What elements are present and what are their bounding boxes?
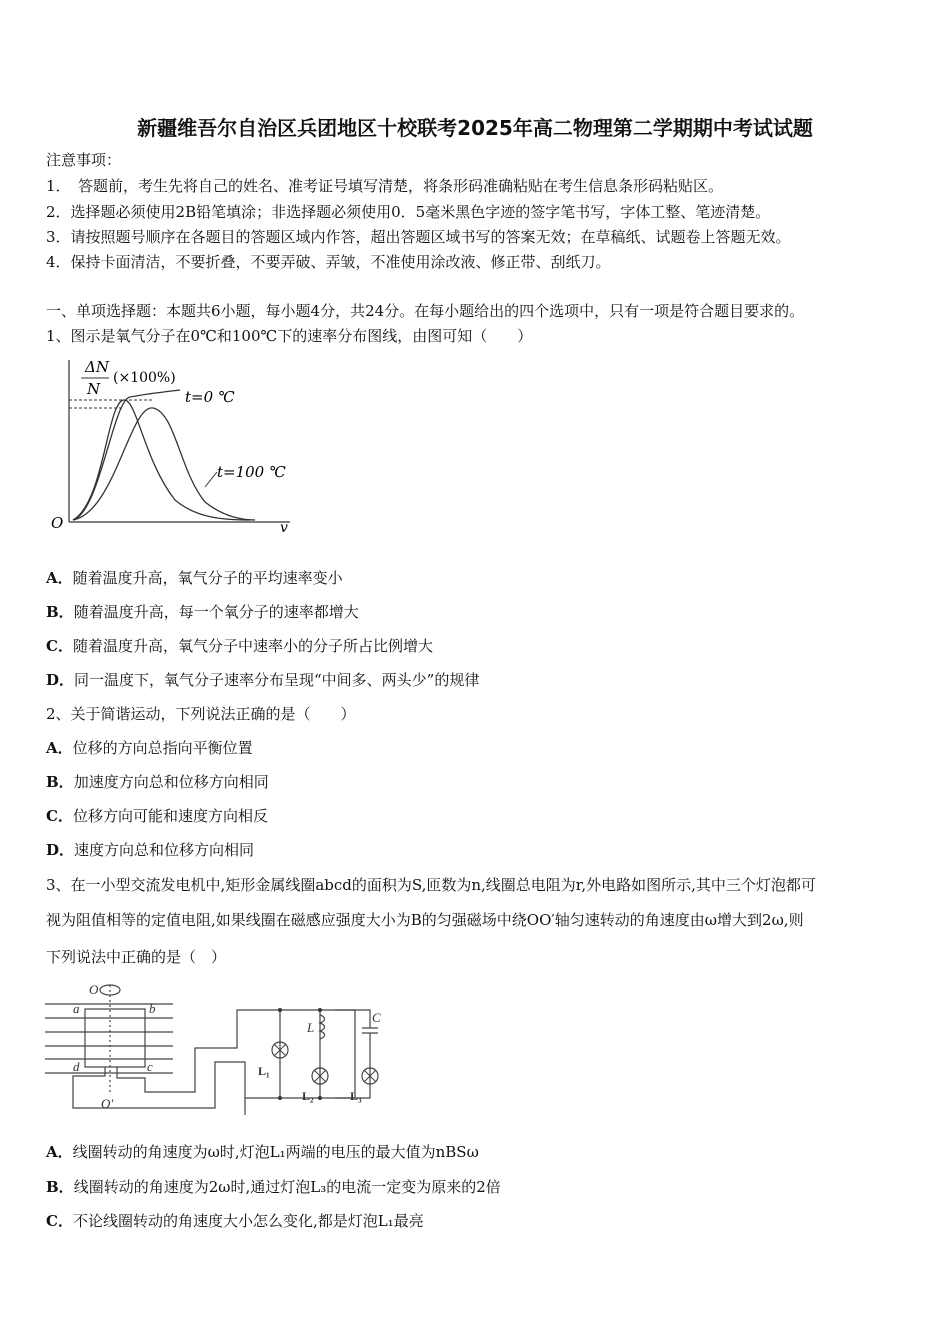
corner-d: d [73,1059,80,1074]
option-key: D． [46,841,75,859]
note-item: 4．保持卡面清洁，不要折叠，不要弄破、弄皱，不准使用涂改液、修正带、刮纸刀。 [46,253,611,271]
corner-b: b [149,1001,156,1016]
lamp-l2-label: L₂ [302,1089,314,1103]
speed-distribution-graph [45,352,300,537]
lamp-l1-label: L₁ [258,1064,270,1078]
option-key: B． [46,1178,74,1196]
option-text: 随着温度升高，氧气分子中速率小的分子所占比例增大 [72,637,433,655]
option-key: B． [46,773,74,791]
notes-heading: 注意事项： [46,151,122,169]
axis-label-o: O [89,982,99,997]
q2-option-d [46,840,254,860]
option-text: 位移的方向总指向平衡位置 [72,739,253,757]
q2-option-c [46,806,268,826]
q1-option-d [46,670,479,690]
page-title: 新疆维吾尔自治区兵团地区十校联考2025年高二物理第二学期期中考试试题 [137,116,813,140]
note-item: 2．选择题必须使用2B铅笔填涂；非选择题必须使用0．5毫米黑色字迹的签字笔书写，字体工整、笔迹清楚。 [46,203,771,221]
question-2-stem: 2、关于简谐运动，下列说法正确的是（ ） [46,705,356,723]
section-heading: 一、单项选择题：本题共6小题，每小题4分，共24分。在每小题给出的四个选项中，只有一项是符合题目要求的。 [46,302,805,320]
option-text: 随着温度升高，每一个氧分子的速率都增大 [73,603,359,621]
q1-option-c [46,636,433,656]
option-key: A． [46,569,73,587]
note-item: 1． 答题前，考生先将自己的姓名、准考证号填写清楚，将条形码准确粘贴在考生信息条形码粘贴区。 [46,177,724,195]
option-key: D． [46,671,75,689]
corner-a: a [73,1001,80,1016]
option-text: 加速度方向总和位移方向相同 [73,773,269,791]
question-3-line-1: 3、在一小型交流发电机中,矩形金属线圈abcd的面积为S,匝数为n,线圈总电阻为r,外电路如图所示,其中三个灯泡都可 [46,876,816,894]
q2-option-a [46,738,253,758]
capacitor-label: C [372,1010,381,1025]
curve-label-100c: t=100 ℃ [217,463,286,481]
option-key: B． [46,603,74,621]
question-3-line-3: 下列说法中正确的是（ ） [46,948,227,966]
option-text: 线圈转动的角速度为ω时,灯泡L₁两端的电压的最大值为nBSω [72,1143,479,1161]
option-text: 线圈转动的角速度为2ω时,通过灯泡L₃的电流一定变为原来的2倍 [73,1178,501,1196]
curve-label-0c: t=0 ℃ [185,388,235,406]
q1-option-b [46,602,359,622]
option-key: C． [46,1212,73,1230]
lamp-l3-label: L₃ [350,1089,362,1103]
option-key: C． [46,637,73,655]
q3-option-c [46,1211,424,1231]
q1-option-a [46,568,343,588]
ylabel-unit: (×100%) [113,370,176,386]
generator-circuit-diagram [45,980,395,1115]
x-axis-label: v [280,520,288,536]
option-key: A． [46,1143,73,1161]
axis-label-o-prime: O′ [101,1096,114,1111]
question-3-line-2: 视为阻值相等的定值电阻,如果线圈在磁感应强度大小为B的匀强磁场中绕OO′轴匀速转动的角速度由ω增大到2ω,则 [46,911,804,929]
note-item: 3．请按照题号顺序在各题目的答题区域内作答，超出答题区域书写的答案无效；在草稿纸、试题卷上答题无效。 [46,228,791,246]
q3-option-a [46,1142,479,1162]
q3-option-b [46,1177,501,1197]
ylabel-den: N [87,380,101,398]
inductor-label: L [307,1020,315,1035]
option-text: 随着温度升高，氧气分子的平均速率变小 [72,569,343,587]
corner-c: c [147,1059,153,1074]
option-key: A． [46,739,73,757]
option-text: 不论线圈转动的角速度大小怎么变化,都是灯泡L₁最亮 [72,1212,424,1230]
question-1-stem: 1、图示是氧气分子在0℃和100℃下的速率分布图线，由图可知（ ） [46,327,533,345]
ylabel-num: ΔN [85,358,109,376]
option-text: 速度方向总和位移方向相同 [74,841,255,859]
option-text: 位移方向可能和速度方向相反 [72,807,268,825]
option-key: C． [46,807,73,825]
q2-option-b [46,772,269,792]
origin-label: O [51,514,64,532]
option-text: 同一温度下，氧气分子速率分布呈现“中间多、两头少”的规律 [74,671,480,689]
